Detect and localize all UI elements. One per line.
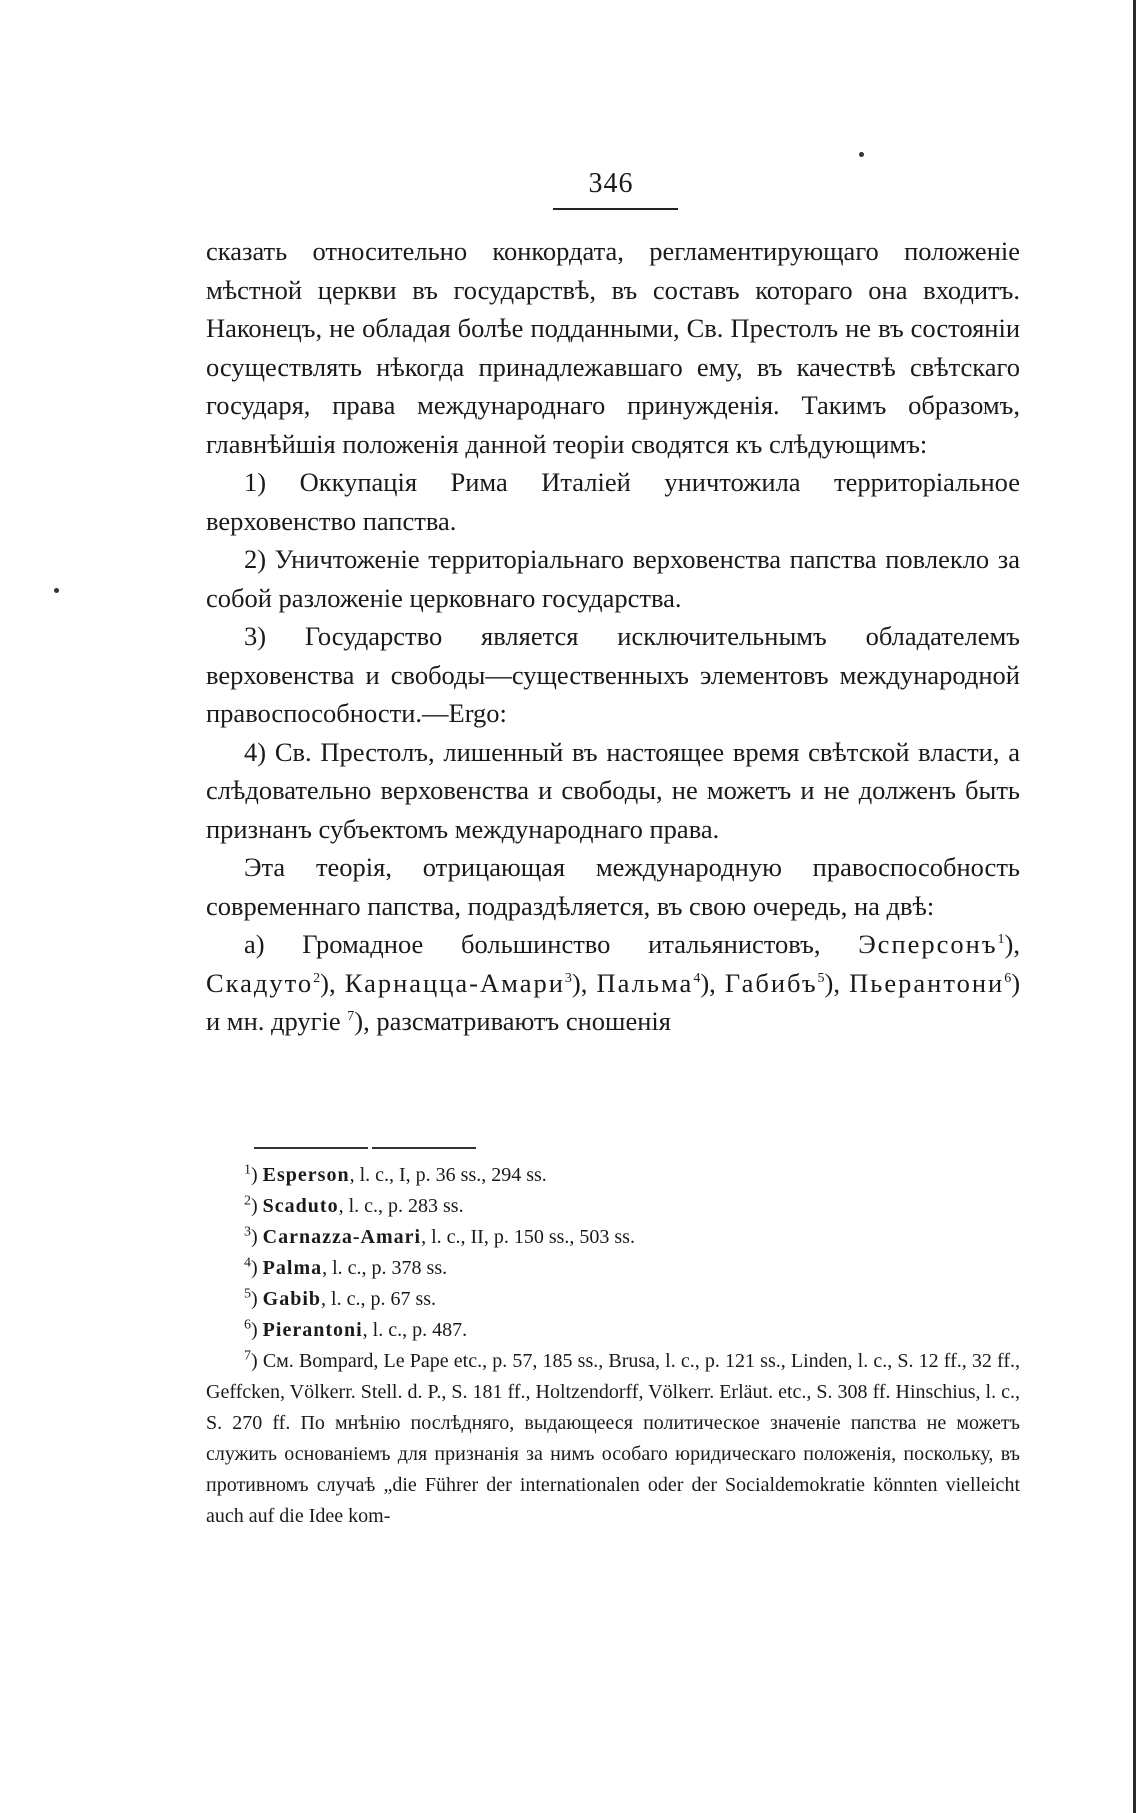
footnote-author: Palma — [262, 1257, 323, 1279]
author-name: Скадуто — [206, 967, 314, 998]
page-number: 346 — [588, 168, 634, 199]
footnote-ref: 2 — [313, 970, 321, 986]
author-name: Пальма — [596, 967, 694, 998]
footnote-citation: , l. c., I, p. 36 ss., 294 ss. — [349, 1164, 547, 1186]
footnote-1: $^1$) Esperson, l. c., I, p. 36 ss., 294 ss. — [244, 1162, 547, 1186]
footnote-citation: , l. c., p. 67 ss. — [321, 1288, 437, 1310]
footnote-7: $^7$) См. Bompard, Le Pape etc., p. 57, 185 ss., Brusa, l. c., p. 121 ss., Linden, l. c., S. 12 ff., 32 ff., Geffcken, Völkerr. Stell. d. P., S. 181 ff., Holtzendorff, Völkerr. Erläut. etc., S. 308 ff. Hinschius, l. c., S. 270 ff. По мнѣнію послѣдняго, выдающееся политическое значеніе папства не можетъ служить основаніемъ для признанія за нимъ особаго юридическаго положенія, поскольку, въ противномъ случаѣ „die Führer der internationalen oder der Socialdemokratie könnten vielleicht auch auf die Idee kom- — [206, 1348, 1020, 1527]
footnote-mark: 4 — [244, 1255, 251, 1271]
paragraph-6: Эта теорія, отрицающая международную правоспособность современнаго папства, подраздѣляется, въ свою очередь, на двѣ: — [206, 852, 1020, 921]
paragraph-3: 2) Уничтоженіе территоріальнаго верховенства папства повлекло за собой разложеніе церковнаго государства. — [206, 544, 1020, 613]
footnote-6: $^6$) Pierantoni, l. c., p. 487. — [244, 1317, 468, 1341]
footnote-5: $^5$) Gabib, l. c., p. 67 ss. — [244, 1286, 437, 1310]
footnote-author: Esperson — [262, 1164, 350, 1186]
footnote-mark: 5 — [244, 1286, 251, 1302]
footnote-rule-right — [372, 1147, 476, 1149]
author-name: Эсперсонъ — [858, 929, 998, 959]
footnote-mark: 7 — [244, 1348, 251, 1364]
footnote-mark: 2 — [244, 1193, 251, 1209]
footnote-text: См. Bompard, Le Pape etc., p. 57, 185 ss., Brusa, l. c., p. 121 ss., Linden, l. c., S. 12 ff., 32 ff., Geffcken, Völkerr. Stell. d. P., S. 181 ff., Holtzendorff, Völkerr. Erläut. etc., S. 308 ff. Hinschius, l. c., S. 270 ff. По мнѣнію послѣдняго, выдающееся политическое значеніе папства не можетъ служить основаніемъ для признанія за нимъ особаго юридическаго положенія, поскольку, въ противномъ случаѣ „die Führer der internationalen oder der Socialdemokratie könnten vielleicht auch auf die Idee kom- — [206, 1350, 1020, 1527]
paragraph-1: сказать относительно конкордата, регламентирующаго положеніе мѣстной церкви въ государствѣ, въ составъ котораго она входитъ. Наконецъ, не обладая болѣе подданными, Св. Престолъ не въ состояніи осуществлять нѣкогда принадлежавшаго ему, въ качествѣ свѣтскаго государя, права международнаго принужденія. Такимъ образомъ, главнѣйшія положенія данной теоріи сводятся къ слѣдующимъ: — [206, 236, 1020, 459]
footnote-author: Scaduto — [262, 1195, 339, 1217]
author-name: Карнацца-Амари — [344, 967, 565, 998]
page-edge-line — [1133, 0, 1136, 1813]
footnote-author: Gabib — [262, 1288, 322, 1310]
author-name: Пьерантони — [849, 967, 1005, 998]
text-run: а) Громадное большинство итальянистовъ, — [244, 929, 859, 959]
paragraph-4: 3) Государство является исключительнымъ обладателемъ верховенства и свободы—существенныхъ элементовъ международной правоспособности.—Ergo: — [206, 621, 1020, 728]
footnote-mark: 3 — [244, 1224, 251, 1240]
text-run: ), — [320, 967, 345, 998]
footnote-citation: , l. c., II, p. 150 ss., 503 ss. — [421, 1226, 635, 1248]
footnote-4: $^4$) Palma, l. c., p. 378 ss. — [244, 1255, 448, 1279]
text-run: ) и мн. другіе — [206, 967, 1021, 1036]
footnote-ref: 1 — [997, 932, 1005, 948]
text-run: ), разсматриваютъ сношенія — [354, 1006, 671, 1036]
footnote-citation: , l. c., p. 378 ss. — [322, 1257, 448, 1279]
footnote-citation: , l. c., p. 487. — [362, 1319, 468, 1341]
footnote-ref: 7 — [347, 1009, 355, 1025]
text-run: ), — [700, 967, 725, 998]
footnote-ref: 3 — [564, 970, 572, 986]
paragraph-5: 4) Св. Престолъ, лишенный въ настоящее время свѣтской власти, а слѣдовательно верховенства и свободы, не можетъ и не долженъ быть признанъ субъектомъ международнаго права. — [206, 736, 1020, 844]
author-name: Габибъ — [724, 967, 818, 998]
stray-dot-left — [54, 588, 59, 593]
footnote-citation: , l. c., p. 283 ss. — [338, 1195, 464, 1217]
page-number-rule — [553, 208, 678, 210]
text-run: ), — [824, 967, 850, 998]
footnote-2: $^2$) Scaduto, l. c., p. 283 ss. — [244, 1193, 464, 1217]
footnote-ref: 6 — [1004, 970, 1012, 986]
stray-dot-top — [859, 152, 864, 157]
footnotes — [206, 1160, 1020, 1532]
paragraph-2: 1) Оккупація Рима Италіей уничтожила территоріальное верховенство папства. — [206, 467, 1020, 536]
footnote-ref: 5 — [817, 970, 825, 986]
footnote-ref: 4 — [693, 970, 701, 986]
paragraph-7 — [206, 925, 1020, 1041]
text-run: ), — [571, 967, 597, 998]
footnote-mark: 6 — [244, 1317, 251, 1333]
footnote-author: Carnazza-Amari — [262, 1226, 422, 1248]
footnote-rule-left — [254, 1147, 368, 1149]
footnote-author: Pierantoni — [262, 1319, 363, 1341]
text-run: ), — [1004, 929, 1020, 959]
main-text — [206, 232, 1020, 1041]
footnote-mark: 1 — [244, 1162, 251, 1178]
footnote-3: $^3$) Carnazza-Amari, l. c., II, p. 150 ss., 503 ss. — [244, 1224, 635, 1248]
